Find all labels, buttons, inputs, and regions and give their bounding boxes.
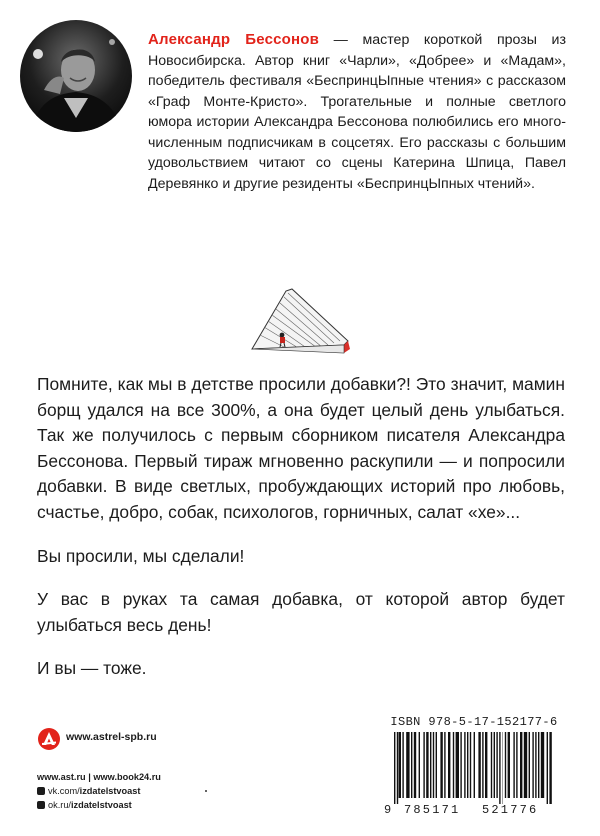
barcode-bar	[406, 732, 409, 798]
barcode-bar	[494, 732, 495, 798]
isbn-barcode-block	[384, 715, 564, 823]
ok-link-prefix: ok.ru/	[48, 800, 71, 810]
blurb-paragraph-4: И вы — тоже.	[37, 658, 147, 679]
barcode-bar	[485, 732, 487, 798]
barcode-bar	[433, 732, 434, 798]
barcode-bar	[516, 732, 517, 798]
blurb-paragraph-2: Вы просили, мы сделали!	[37, 545, 245, 566]
author-name: Александр Бессонов	[148, 31, 320, 48]
barcode-bar	[423, 732, 424, 798]
barcode-bar	[541, 732, 544, 798]
publisher-logo-icon	[37, 727, 61, 751]
author-bio-text: — мастер короткой прозы из Новосибирска. Автор книг «Чарли», «Добрее» и «Мадам», победитель фестиваля «БеспринцЫпные чтения» с рассказом «Граф Монте-Кристо». Трогательные и полные светлого юмора истории Александра Бессонова полюбились его многочисленным подписчикам в соцсетях. Его рассказы с большим удовольствием читают со сцены Катерина Шпица, Павел Деревянко и другие резиденты «БеспринцЫпных чтений».	[148, 32, 566, 192]
barcode-bar	[430, 732, 431, 798]
barcode-bar	[397, 732, 398, 804]
barcode-bar	[547, 732, 548, 804]
isbn-label: ISBN 978-5-17-152177-6	[390, 715, 558, 729]
barcode-bar	[499, 732, 500, 804]
publisher-site-link[interactable]: www.astrel-spb.ru	[66, 731, 157, 743]
barcode-bar	[520, 732, 522, 798]
barcode-bar	[532, 732, 533, 798]
barcode-bar	[496, 732, 497, 798]
barcode-bar	[456, 732, 459, 798]
publisher-links	[37, 770, 161, 812]
barcode-bar	[524, 732, 527, 798]
barcode-bar	[491, 732, 492, 798]
ok-link-handle: izdatelstvoast	[70, 800, 132, 810]
vk-link-handle: izdatelstvoast	[79, 786, 141, 796]
vk-link-prefix: vk.com/	[48, 786, 80, 796]
barcode-bar	[478, 732, 480, 798]
barcode-bar	[419, 732, 420, 798]
vk-icon	[37, 787, 45, 795]
barcode-bar	[460, 732, 461, 798]
barcode-bar	[508, 732, 510, 798]
ean-left-digits: 785171	[404, 803, 461, 817]
blurb-paragraph-1: Помните, как мы в детстве просили добавки?! Это значит, мамин борщ удался на все 300%, а она будет целый день улыбаться. Так же получилось с первым сборником писателя Александра Бессонова. Первый тираж мгновенно раскупили — и попросили добавки. В виде светлых, пробуждающих историй про любовь, счастье, добро, собак, психологов, горничных, салат «хе»...	[37, 374, 565, 522]
ok-link[interactable]	[37, 798, 161, 812]
barcode-bar	[399, 732, 401, 798]
barcode-bars	[392, 732, 556, 804]
author-bio	[148, 30, 566, 194]
barcode-bar	[470, 732, 471, 798]
publisher-web-links[interactable]: www.ast.ru | www.book24.ru	[37, 772, 161, 782]
barcode-bar	[444, 732, 445, 798]
decorative-dot	[205, 790, 207, 792]
barcode-bar	[394, 732, 395, 804]
barcode-bar	[426, 732, 428, 798]
barcode-bar	[482, 732, 483, 798]
barcode-bar	[440, 732, 442, 798]
book-blurb	[37, 372, 565, 682]
barcode-bar	[448, 732, 450, 798]
ok-icon	[37, 801, 45, 809]
barcode-bar	[464, 732, 465, 798]
barcode-bar	[505, 732, 506, 798]
barcode-bar	[436, 732, 437, 798]
barcode-bar	[535, 732, 536, 798]
barcode-bar	[529, 732, 530, 798]
barcode-bar	[453, 732, 454, 798]
blurb-paragraph-3: У вас в руках та самая добавка, от которой автор будет улыбаться весь день!	[37, 589, 565, 635]
ean-first-digit: 9	[384, 803, 392, 817]
vk-link[interactable]	[37, 784, 161, 798]
barcode-bar	[549, 732, 551, 804]
barcode-bar	[474, 732, 475, 798]
barcode-bar	[414, 732, 416, 798]
barcode-bar	[467, 732, 468, 798]
ean-right-digits: 521776	[482, 803, 539, 817]
barcode-bar	[513, 732, 514, 798]
barcode-bar	[538, 732, 539, 798]
barcode-bar	[411, 732, 412, 798]
book-illustration	[248, 283, 352, 355]
author-portrait	[20, 20, 132, 132]
barcode-bar	[402, 732, 403, 798]
